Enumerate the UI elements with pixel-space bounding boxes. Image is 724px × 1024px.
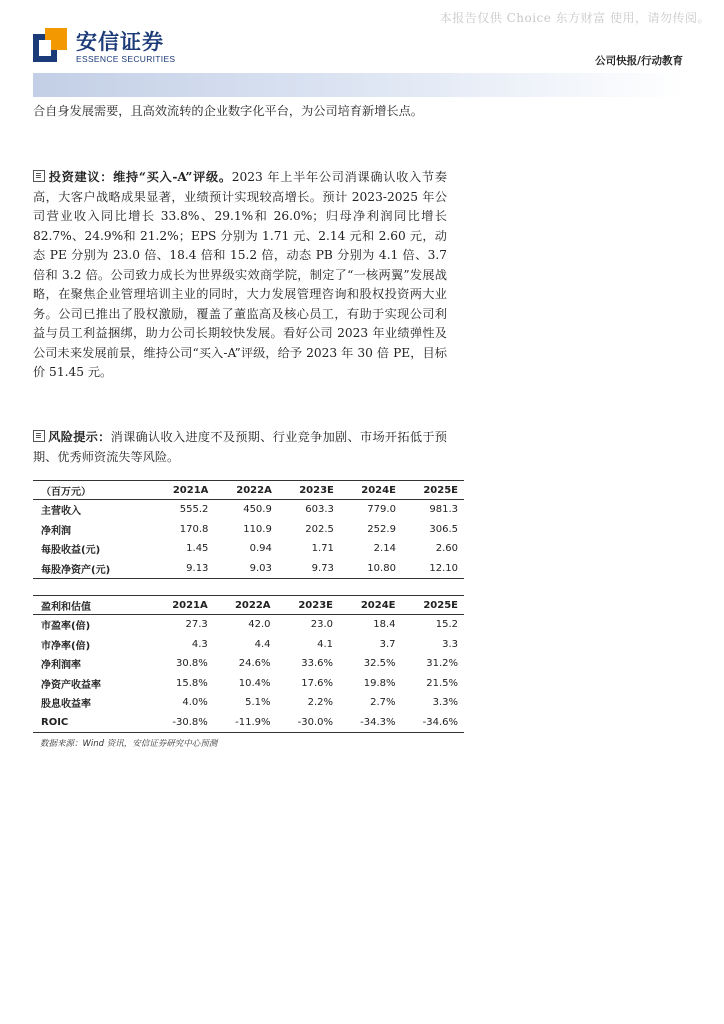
table-cell: 9.13 [186,562,209,574]
investment-advice-body: 2023 年上半年公司消课确认收入节奏高，大客户战略成果显著，业绩预计实现较高增长。预计 2023-2025 年公司营业收入同比增长 33.8%、29.1%和 26.0%；归母净利润同比增长 82.7%、24.9%和 21.2%；EPS 分别为 1.71 元、2.14 元和 2.60 元，动态 PE 分别为 23.0 倍、18.4 倍和 15.2 倍，动态 PB 分别为 4.1 倍、3.7 倍和 3.2 倍。公司致力成长为世界级实效商学院，制定了“一核两翼”发展战略，在聚焦企业管理培训主业的同时，大力发展管理咨询和股权投资两大业务。公司已推出了股权激励，覆盖了董监高及核心员工，有助于实现公司利益与员工利益捆绑，助力公司长期较快发展。看好公司 2023 年业绩弹性及公司未来发展前景，维持公司“买入-A”评级，给予 2023 年 30 倍 PE，目标价 51.45 元。 [33,170,448,379]
table-cell: 9.03 [249,562,272,574]
table-row [33,520,464,540]
table-cell: 市盈率(倍) [41,621,91,633]
table-cell: 1.71 [311,543,334,555]
table-row [33,635,464,655]
data-source-note: 数据来源：Wind 资讯，安信证券研究中心预测 [40,739,218,749]
table-cell: -11.9% [235,716,271,728]
table-cell: 3.7 [379,638,396,650]
table-header-cell: 2023E [299,484,334,496]
table-cell: 3.3 [442,638,458,650]
table-header-row [33,596,464,615]
watermark-text: 本报告仅供 Choice 东方财富 使用，请勿传阅。 [439,11,710,25]
table-row [33,693,464,713]
table-cell: 2.60 [435,543,458,555]
brand-name-cn: 安信证券 [76,30,164,54]
profitability-valuation-table [33,595,464,733]
table-cell: 18.4 [373,619,396,631]
paragraph-investment-advice [33,168,447,383]
header-band [33,73,685,97]
table-cell: 净利润率 [41,660,81,672]
table-header-cell: （百万元） [41,486,91,498]
table-cell: 1.45 [186,543,209,555]
table-cell: 15.8% [175,677,208,689]
table-cell: 2.14 [373,543,396,555]
table-cell: 24.6% [238,658,271,670]
table-cell: 27.3 [185,619,208,631]
table-row [33,615,464,635]
table-cell: 981.3 [429,504,458,516]
table-header-cell: 盈利和估值 [41,601,91,613]
table-cell: 33.6% [301,658,334,670]
investment-advice-lead: 投资建议：维持“买入-A”评级。 [48,170,232,184]
table-header-cell: 2025E [423,599,458,611]
table-cell: 0.94 [249,543,272,555]
table-cell: 4.1 [317,638,334,650]
table-cell: 30.8% [175,658,208,670]
table-cell: 4.4 [254,638,271,650]
table-cell: 555.2 [179,504,209,516]
table-cell: 32.5% [363,658,396,670]
doc-type-label: 公司快报/行动教育 [595,55,683,67]
table-cell: 2.7% [370,697,396,709]
table-cell: 4.0% [182,697,208,709]
table-cell: 110.9 [243,523,272,535]
table-cell: 净资产收益率 [41,679,101,691]
table-cell: 净利润 [41,525,71,537]
list-bullet-icon [33,430,45,442]
table-cell: 3.3% [432,697,458,709]
table-row [33,559,464,579]
table-header-cell: 2025E [423,484,458,496]
paragraph-risk [33,428,447,467]
table-cell: 202.5 [305,523,334,535]
table-header-cell: 2024E [361,484,396,496]
table-cell: 23.0 [310,619,334,631]
table-cell: 779.0 [367,504,396,516]
table-row [33,713,464,733]
table-header-cell: 2021A [172,484,209,496]
financial-summary-table [33,480,464,579]
table-cell: 5.1% [245,697,271,709]
table-cell: 12.10 [429,562,458,574]
table-cell: 603.3 [305,504,334,516]
table-cell: -34.6% [422,716,458,728]
table-row [33,674,464,694]
table-row [33,654,464,674]
table-header-cell: 2024E [360,599,396,611]
table-cell: -30.8% [172,716,208,728]
table-cell: 21.5% [426,677,458,689]
table-cell: 450.9 [243,504,272,516]
table-row [33,500,464,520]
table-cell: 252.9 [367,523,396,535]
table-header-cell: 2022A [236,484,272,496]
table-header-cell: 2021A [172,599,208,611]
table-cell: 306.5 [429,523,458,535]
table-cell: 4.3 [191,638,208,650]
list-bullet-icon [33,170,45,182]
brand-logo [33,26,193,68]
table-cell: 2.2% [307,697,334,709]
table-cell: 股息收益率 [41,699,91,711]
table-cell: 每股收益(元) [41,545,101,557]
table-cell: 主营收入 [41,506,81,518]
table-header-cell: 2023E [298,599,334,611]
table-cell: 42.0 [248,619,271,631]
table-cell: -34.3% [360,716,396,728]
table-cell: 每股净资产(元) [41,564,111,576]
table-cell: 15.2 [435,619,458,631]
logo-mark-icon [33,28,67,62]
table-header-row [33,481,464,500]
table-cell: -30.0% [297,716,334,728]
table-cell: 9.73 [311,562,334,574]
table-cell: 10.4% [238,677,271,689]
risk-lead: 风险提示： [48,430,111,444]
table-cell: 31.2% [426,658,458,670]
table-cell: 市净率(倍) [41,640,91,652]
paragraph-intro: 合自身发展需要，且高效流转的企业数字化平台，为公司培育新增长点。 [33,104,423,118]
table-cell: 19.8% [363,677,396,689]
brand-name-en: ESSENCE SECURITIES [76,54,176,64]
table-cell: 17.6% [301,677,334,689]
table-header-cell: 2022A [234,599,271,611]
risk-body: 消课确认收入进度不及预期、行业竞争加剧、市场开拓低于预期、优秀师资流失等风险。 [33,430,447,464]
table-row [33,539,464,559]
table-cell: 170.8 [179,523,209,535]
table-cell: ROIC [41,716,69,728]
table-cell: 10.80 [367,562,396,574]
